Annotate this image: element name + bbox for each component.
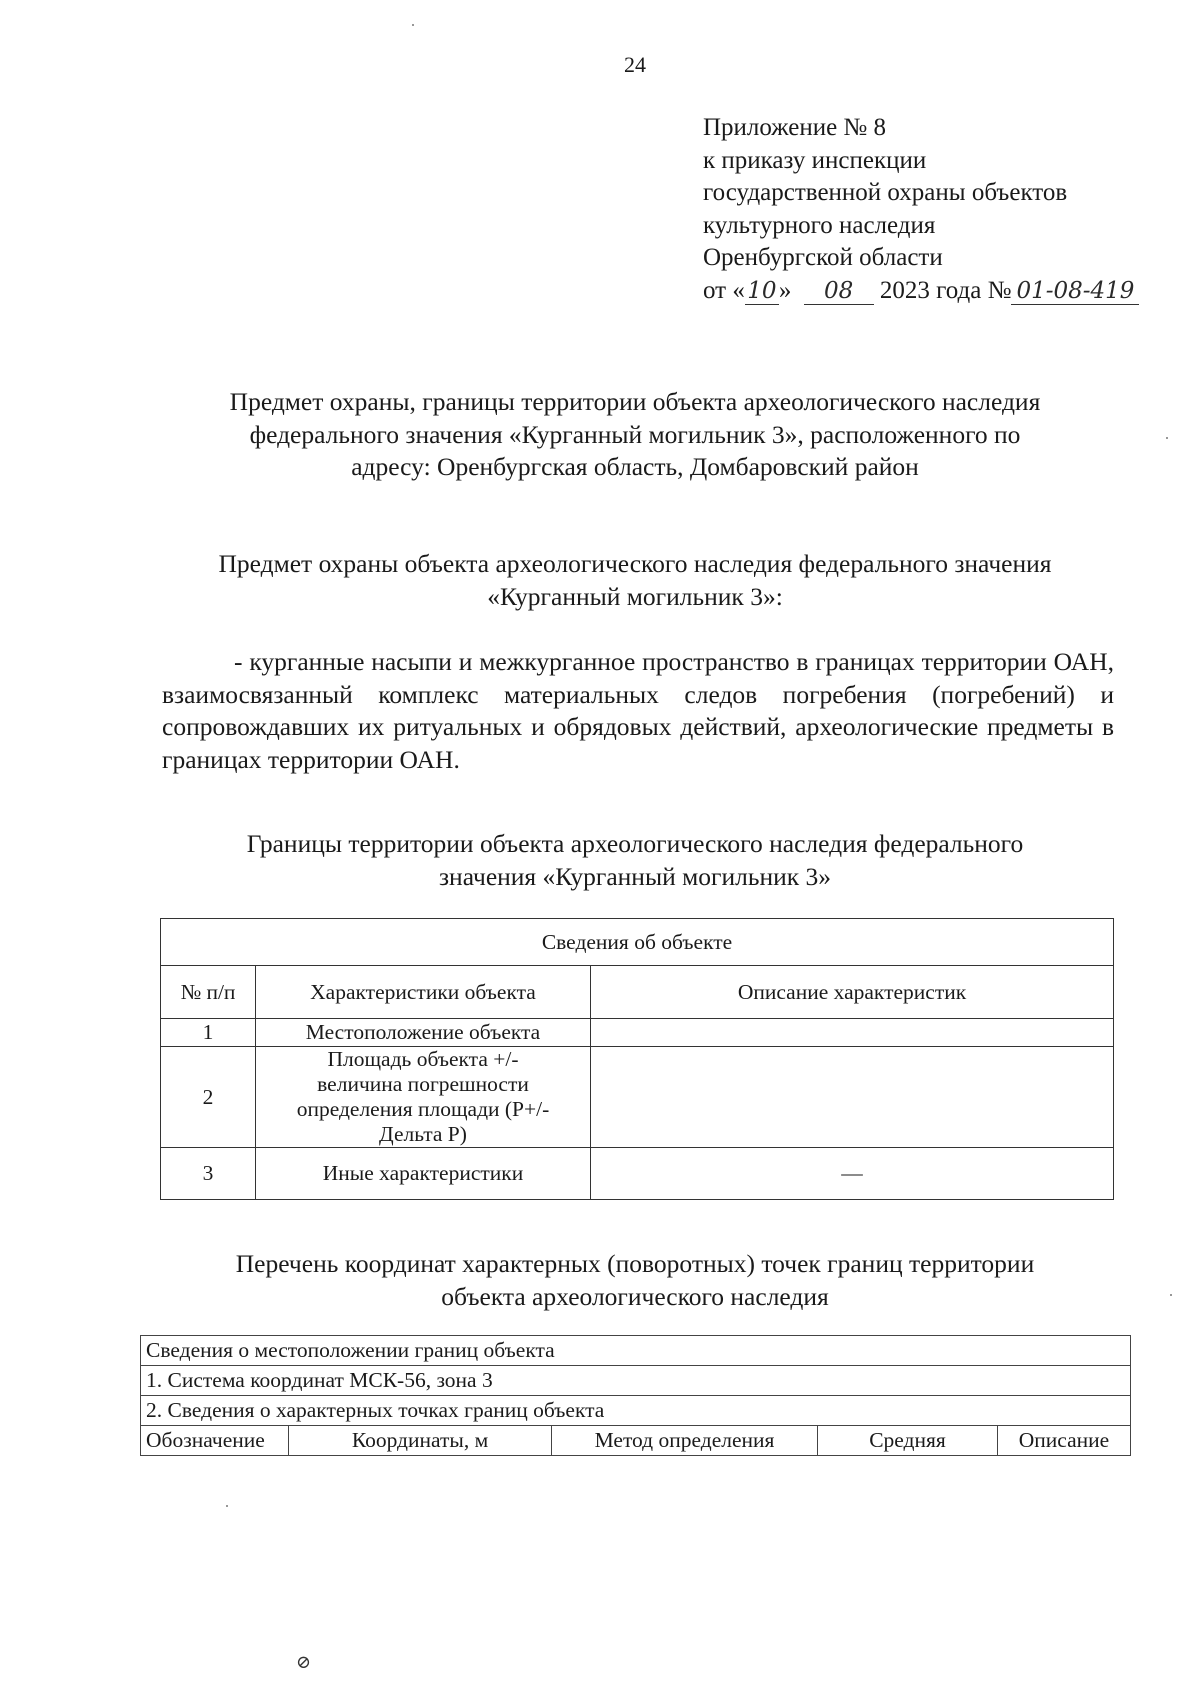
row-characteristic: Местоположение объекта <box>256 1019 591 1047</box>
row-number: 1 <box>161 1019 256 1047</box>
coordinate-system: 1. Система координат МСК-56, зона 3 <box>141 1366 1131 1396</box>
order-number-handwritten: 01-08-419 <box>1011 278 1139 305</box>
subject-paragraph: - курганные насыпи и межкурганное пространство в границах территории ОАН, взаимосвязанный комплекс материальных следов погребения (погребений) и сопровождавших их ритуальных и обрядовых действий, археологические предметы в границах территории ОАН. <box>162 647 1114 774</box>
title-line: федерального значения «Курганный могильник 3», расположенного по <box>249 419 1021 449</box>
date-day-handwritten: 10 <box>745 278 779 305</box>
scan-speck <box>226 1505 228 1507</box>
row-description <box>591 1019 1114 1047</box>
table-row <box>161 1047 1114 1148</box>
heading-line: значения «Курганный могильник 3» <box>438 861 832 891</box>
table-row <box>161 1148 1114 1200</box>
appendix-block <box>703 112 1139 307</box>
object-info-table <box>160 918 1114 1200</box>
boundaries-heading <box>140 828 1130 893</box>
header-cell: Описание <box>998 1426 1131 1456</box>
scan-speck <box>412 24 414 26</box>
table-row <box>141 1336 1131 1366</box>
appendix-line: государственной охраны объектов <box>703 179 1068 206</box>
scan-speck <box>1170 1294 1172 1296</box>
table-row <box>161 1019 1114 1047</box>
row-characteristic: Площадь объекта +/- величина погрешности определения площади (Р+/- Дельта Р) <box>256 1047 591 1148</box>
table-header-row <box>161 966 1114 1019</box>
date-close: » <box>778 276 792 304</box>
header-cell: № п/п <box>161 966 256 1019</box>
heading-line: Предмет охраны объекта археологического наследия федерального значения <box>218 549 1052 578</box>
appendix-line: культурного наследия <box>703 211 936 239</box>
appendix-line: к приказу инспекции <box>703 146 927 174</box>
table-header-row <box>141 1426 1131 1456</box>
table-section-title: Сведения о местоположении границ объекта <box>141 1336 1131 1366</box>
header-cell: Обозначение <box>141 1426 289 1456</box>
date-prefix: от « <box>703 276 745 304</box>
heading-line: Перечень координат характерных (поворотных) точек границ территории <box>235 1249 1035 1278</box>
row-description <box>591 1047 1114 1148</box>
page-number: 24 <box>624 52 646 77</box>
order-date-line <box>703 275 1139 308</box>
scan-speck <box>1166 437 1168 439</box>
header-cell: Характеристики объекта <box>256 966 591 1019</box>
date-year-text: 2023 года № <box>879 276 1012 304</box>
heading-line: «Курганный могильник 3»: <box>487 581 783 611</box>
row-number: 3 <box>161 1148 256 1200</box>
header-cell: Средняя <box>818 1426 998 1456</box>
row-number: 2 <box>161 1047 256 1148</box>
header-cell: Координаты, м <box>289 1426 552 1456</box>
header-cell: Описание характеристик <box>591 966 1114 1019</box>
title-line: Предмет охраны, границы территории объекта археологического наследия <box>229 387 1041 416</box>
heading-line: Границы территории объекта археологического наследия федерального <box>246 829 1024 858</box>
scan-mark: ⊘ <box>296 1652 312 1672</box>
document-title <box>140 386 1130 484</box>
table-caption: Сведения об объекте <box>161 919 1114 966</box>
subject-heading <box>140 548 1130 613</box>
appendix-line: Приложение № 8 <box>703 114 887 141</box>
table-caption-row <box>161 919 1114 966</box>
row-characteristic: Иные характеристики <box>256 1148 591 1200</box>
appendix-line: Оренбургской области <box>703 244 943 271</box>
coords-heading <box>140 1248 1130 1313</box>
table-row <box>141 1366 1131 1396</box>
title-line: адресу: Оренбургская область, Домбаровский район <box>351 452 919 481</box>
table-row <box>141 1396 1131 1426</box>
date-month-handwritten: 08 <box>804 278 874 305</box>
header-cell: Метод определения <box>552 1426 818 1456</box>
heading-line: объекта археологического наследия <box>441 1281 829 1311</box>
row-description: — <box>591 1148 1114 1200</box>
points-info-title: 2. Сведения о характерных точках границ объекта <box>141 1396 1131 1426</box>
coordinates-table <box>140 1335 1131 1456</box>
